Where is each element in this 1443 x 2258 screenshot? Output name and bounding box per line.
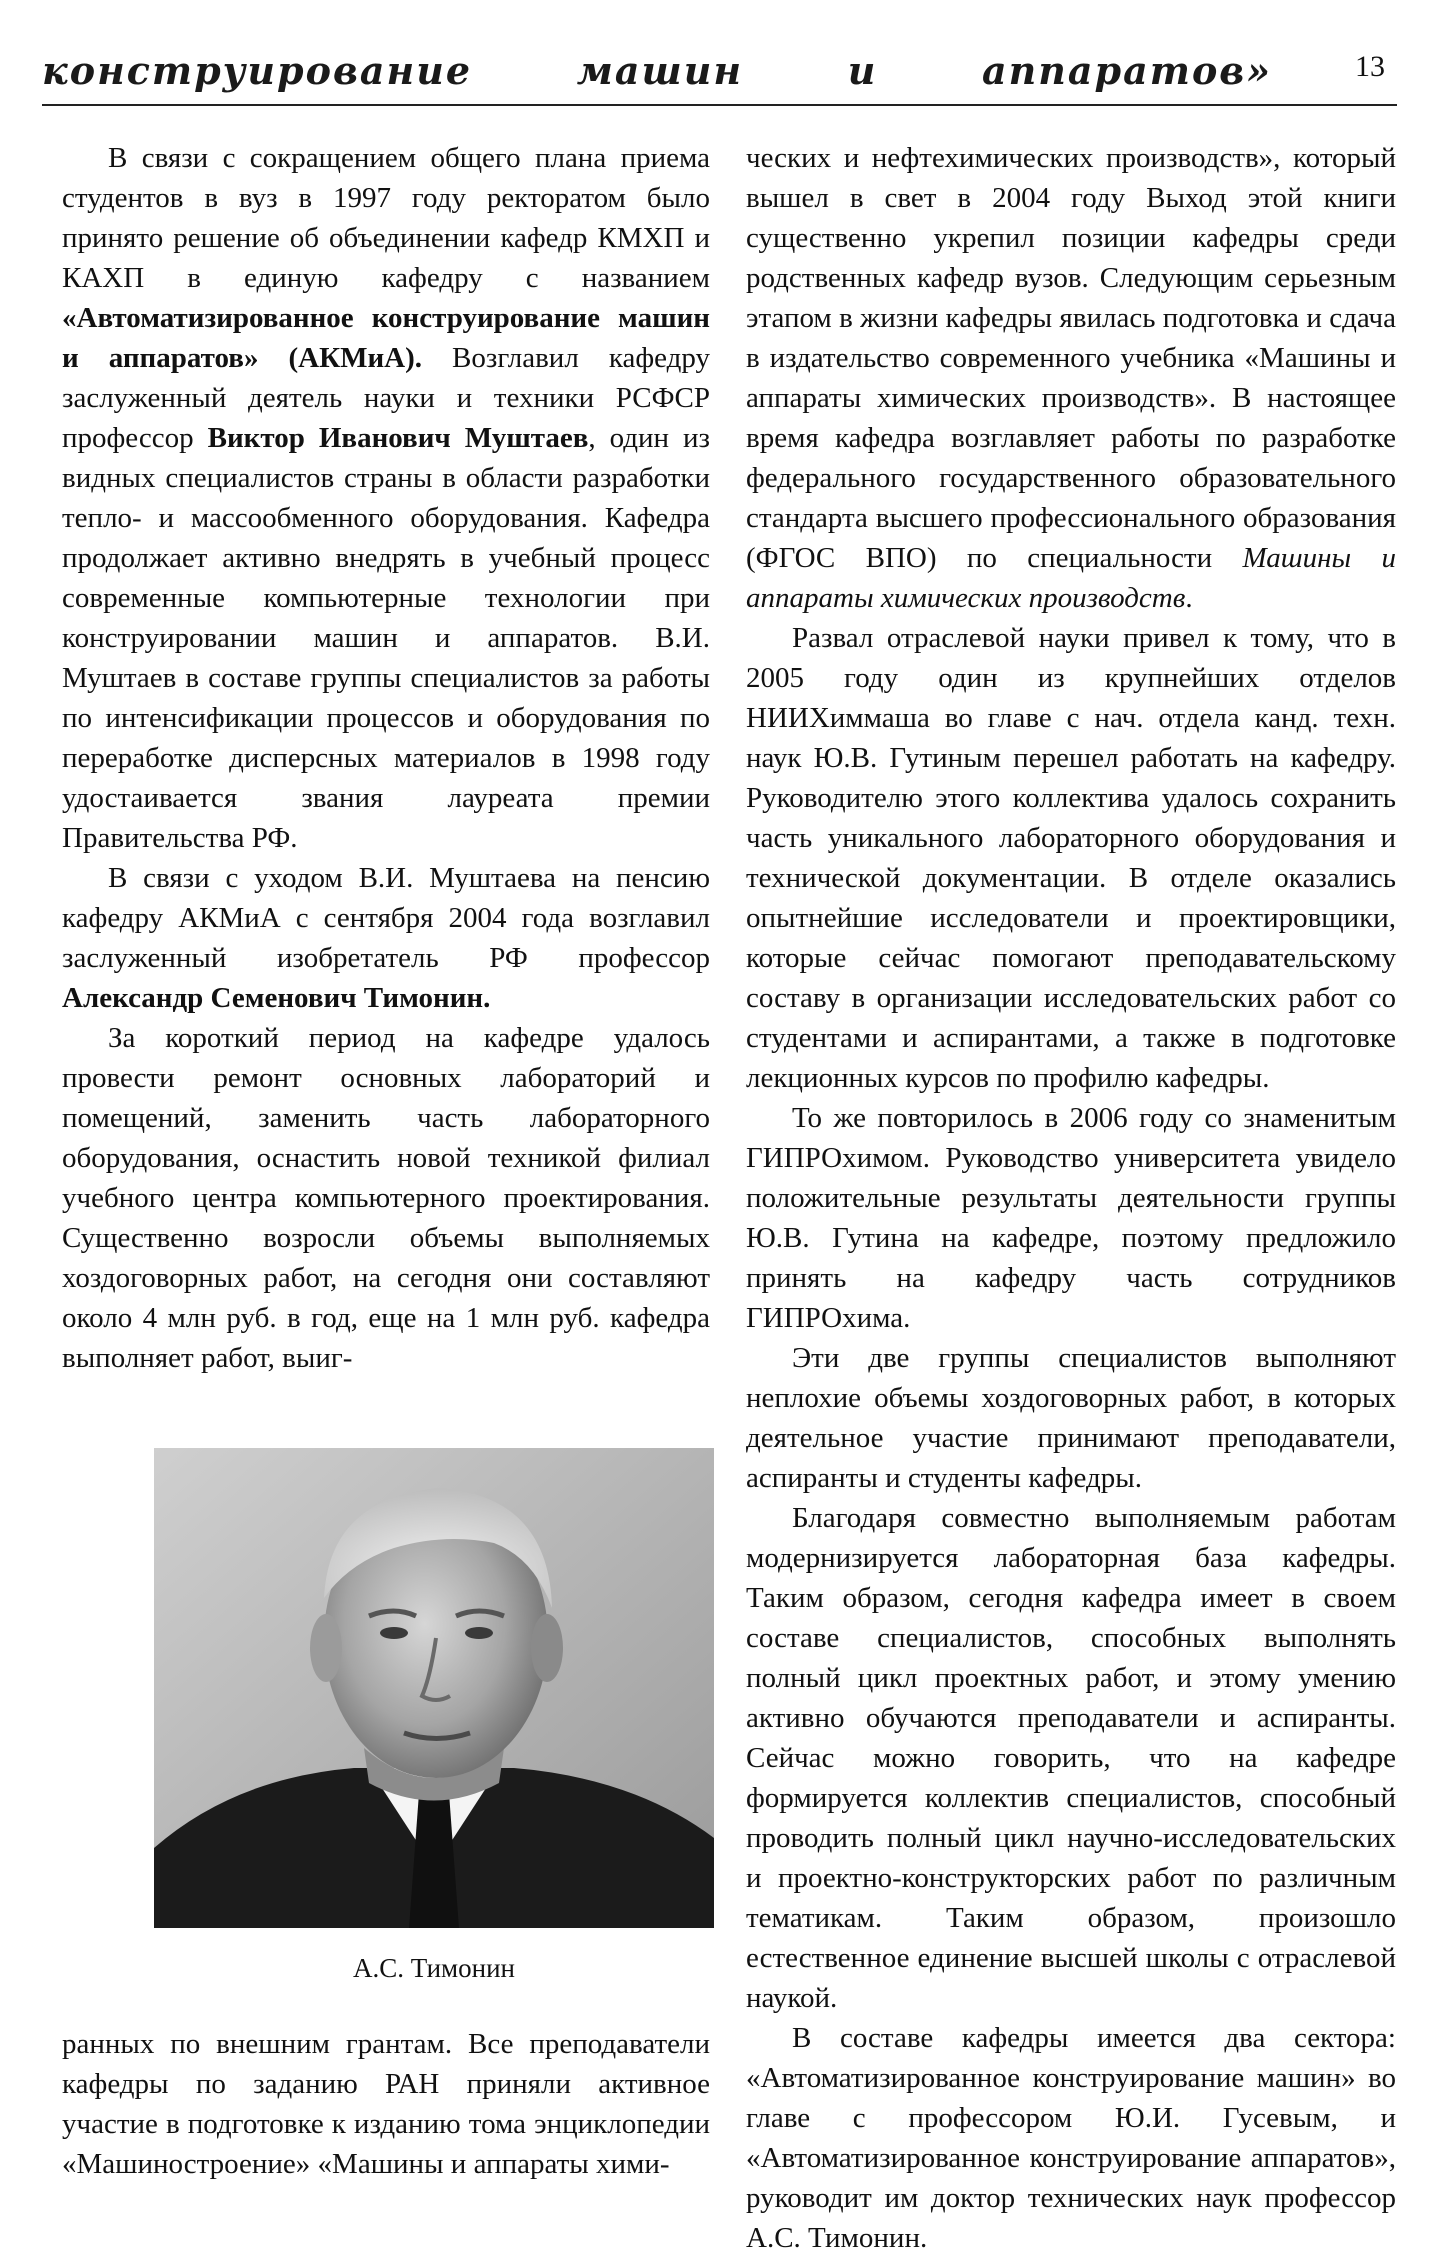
running-title — [42, 48, 1272, 93]
paragraph — [746, 618, 1396, 1098]
photo-caption: А.С. Тимонин — [353, 1953, 515, 1983]
paragraph — [62, 138, 710, 858]
right-column-text — [746, 138, 1396, 2258]
paragraph — [62, 2024, 710, 2184]
text-run: В составе кафедры имеется два сектора: «Автоматизированное конструирование машин» во главе с профессором Ю.И. Гусевым, и «Автоматизированное конструирование аппаратов», руководит им доктор технических наук профессор А.С. Тимонин. — [746, 2022, 1396, 2254]
paragraph — [746, 1338, 1396, 1498]
paragraph — [746, 138, 1396, 618]
italic-text: Машины и аппараты химических производств — [746, 542, 1396, 614]
text-run: В связи с сокращением общего плана приема студентов в вуз в 1997 году ректоратом было принято решение об объединении кафедр КМХП и КАХП в единую кафедру с названием — [62, 142, 710, 294]
portrait-figure — [154, 1448, 714, 1988]
paragraph — [746, 2018, 1396, 2258]
text-run: За короткий период на кафедре удалось провести ремонт основных лабораторий и помещений, заменить часть лабораторного оборудования, оснастить новой техникой филиал учебного центра компьютерного проектирования. Существенно возросли объемы выполняемых хоздоговорных работ, на сегодня они составляют около 4 млн руб. в год, еще на 1 млн руб. кафедра выполняет работ, выиг- — [62, 1022, 710, 1374]
paragraph — [62, 858, 710, 1018]
paragraph — [746, 1098, 1396, 1338]
right-column — [746, 138, 1396, 2258]
bold-text: Виктор Иванович Муштаев — [207, 422, 589, 454]
left-column — [62, 138, 710, 2184]
text-run: ческих и нефтехимических производств», который вышел в свет в 2004 году Выход этой книги существенно укрепил позиции кафедры среди родственных кафедр вузов. Следующим серьезным этапом в жизни кафедры явилась подготовка и сдача в издательство современного учебника «Машины и аппараты химических производств». В настоящее время кафедра возглавляет работы по разработке федерального государственного образовательного стандарта высшего профессионального образования (ФГОС ВПО) по специальности — [746, 142, 1396, 574]
left-column-text — [62, 138, 710, 1378]
text-run: , один из видных специалистов страны в области разработки тепло- и массообменного оборудования. Кафедра продолжает активно внедрять в учебный процесс современные компьютерные технологии при конструировании машин и аппаратов. В.И. Муштаев в составе группы специалистов за работы по интенсификации процессов и оборудования по переработке дисперсных материалов в 1998 году удостаивается звания лауреата премии Правительства РФ. — [62, 422, 710, 854]
running-title-word: конструирование — [42, 48, 473, 93]
left-column-text-after-photo — [62, 2024, 710, 2184]
text-run: . — [1185, 582, 1193, 614]
page-number: 13 — [1355, 50, 1385, 83]
running-title-word: и — [847, 48, 878, 93]
text-run: Благодаря совместно выполняемым работам модернизируется лабораторная база кафедры. Таким образом, сегодня кафедра имеет в своем составе специалистов, способных выполнять полный цикл проектных работ, и этому умению активно обучаются преподаватели и аспиранты. Сейчас можно говорить, что на кафедре формируется коллектив специалистов, способный проводить полный цикл научно-исследовательских и проектно-конструкторских работ по различным тематикам. Таким образом, произошло естественное единение высшей школы с отраслевой наукой. — [746, 1502, 1396, 2014]
text-run: То же повторилось в 2006 году со знаменитым ГИПРОхимом. Руководство университета увидело положительные результаты деятельности группы Ю.В. Гутина на кафедре, поэтому предложило принять на кафедру часть сотрудников ГИПРОхима. — [746, 1102, 1396, 1334]
portrait-photo — [154, 1448, 714, 1928]
bold-text: «Автоматизированное конструирование машин и аппаратов» (АКМиА). — [62, 302, 710, 374]
text-run: В связи с уходом В.И. Муштаева на пенсию кафедру АКМиА с сентября 2004 года возглавил заслуженный изобретатель РФ профессор — [62, 862, 710, 974]
running-title-word: машин — [576, 48, 744, 93]
paragraph — [746, 1498, 1396, 2018]
bold-text: Александр Семенович Тимонин. — [62, 982, 491, 1014]
text-run: Возглавил кафедру заслуженный деятель науки и техники РСФСР профессор — [62, 342, 710, 454]
running-title-word: аппаратов» — [982, 48, 1272, 93]
paragraph — [62, 1018, 710, 1378]
text-run: Развал отраслевой науки привел к тому, что в 2005 году один из крупнейших отделов НИИХиммаша во главе с нач. отдела канд. техн. наук Ю.В. Гутиным перешел работать на кафедру. Руководителю этого коллектива удалось сохранить часть уникального лабораторного оборудования и технической документации. В отделе оказались опытнейшие исследователи и проектировщики, которые сейчас помогают преподавательскому составу в организации исследовательских работ со студентами и аспирантами, а также в подготовке лекционных курсов по профилю кафедры. — [746, 622, 1396, 1094]
text-run: ранных по внешним грантам. Все преподаватели кафедры по заданию РАН приняли активное участие в подготовке к изданию тома энциклопедии «Машиностроение» «Машины и аппараты хими- — [62, 2028, 710, 2180]
text-run: Эти две группы специалистов выполняют неплохие объемы хоздоговорных работ, в которых деятельное участие принимают преподаватели, аспиранты и студенты кафедры. — [746, 1342, 1396, 1494]
running-header — [42, 44, 1397, 106]
